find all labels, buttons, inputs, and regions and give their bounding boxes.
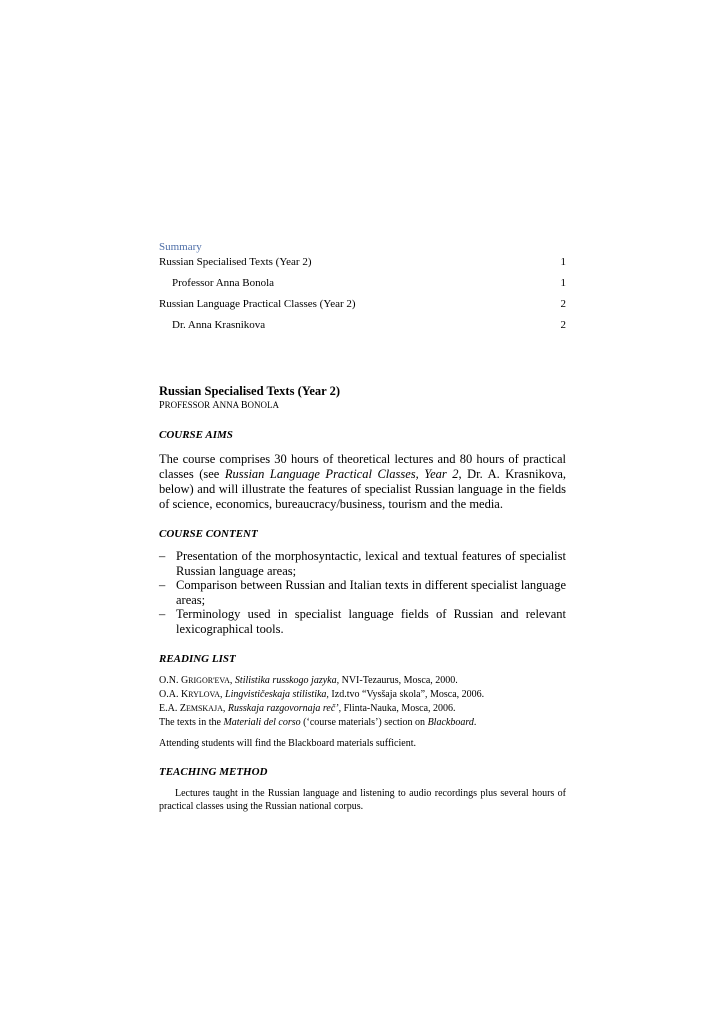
method-paragraph: Lectures taught in the Russian language and listening to audio recordings plus several hours of practical classes using the Russian national corpus. xyxy=(159,787,566,812)
reading-list xyxy=(159,674,566,730)
reading-heading: READING LIST xyxy=(159,652,236,665)
aims-paragraph: The course comprises 30 hours of theoretical lectures and 80 hours of practical classes (see Russian Language Practical Classes, Year 2, Dr. A. Krasnikova, below) and will illustrate the features of specialist Russian language in the fields of science, economics, bureaucracy/business, tourism and the media. xyxy=(159,452,566,511)
course-section xyxy=(159,384,566,813)
toc-entry[interactable] xyxy=(159,255,566,269)
list-item: – Presentation of the morphosyntactic, lexical and textual features of specialist Russian language areas; xyxy=(159,549,566,578)
toc-entry-page: 1 xyxy=(560,277,566,289)
list-item: – Comparison between Russian and Italian texts in different specialist language areas; xyxy=(159,578,566,607)
toc-entry-label: Russian Language Practical Classes (Year 2) xyxy=(159,298,356,310)
toc-entry-label: Russian Specialised Texts (Year 2) xyxy=(159,256,312,268)
table-of-contents xyxy=(159,241,566,332)
reference-item: O.N. GRIGOR'EVA, Stilistika russkogo jazyka, NVI-Tezaurus, Mosca, 2000. xyxy=(159,674,458,686)
toc-entry-page: 2 xyxy=(560,298,566,310)
course-title: Russian Specialised Texts (Year 2) xyxy=(159,384,341,398)
content-heading: COURSE CONTENT xyxy=(159,528,258,540)
toc-entry[interactable] xyxy=(159,318,566,332)
toc-entry-label: Dr. Anna Krasnikova xyxy=(172,319,266,331)
toc-heading: Summary xyxy=(159,241,202,253)
content-list xyxy=(159,549,566,637)
reference-item: O.A. KRYLOVA, Lingvističeskaja stilistika, Izd.tvo “Vysšaja skola”, Mosca, 2006. xyxy=(159,688,485,700)
reference-item: E.A. ZEMSKAJA, Russkaja razgovornaja reč’, Flinta-Nauka, Mosca, 2006. xyxy=(159,702,456,714)
toc-entry[interactable] xyxy=(159,297,566,311)
attending-note: Attending students will find the Blackboard materials sufficient. xyxy=(159,737,416,749)
toc-entry-label: Professor Anna Bonola xyxy=(172,277,275,289)
toc-entry-page: 1 xyxy=(560,256,566,268)
toc-entry[interactable] xyxy=(159,276,566,290)
course-professor: PROFESSOR ANNA BONOLA xyxy=(159,400,280,411)
toc-entry-page: 2 xyxy=(560,319,566,331)
list-item: – Terminology used in specialist language fields of Russian and relevant lexicographical tools. xyxy=(159,607,566,636)
materials-note: The texts in the Materiali del corso (‘course materials’) section on Blackboard. xyxy=(159,716,477,728)
aims-heading: COURSE AIMS xyxy=(159,429,233,441)
method-heading: TEACHING METHOD xyxy=(159,765,268,778)
